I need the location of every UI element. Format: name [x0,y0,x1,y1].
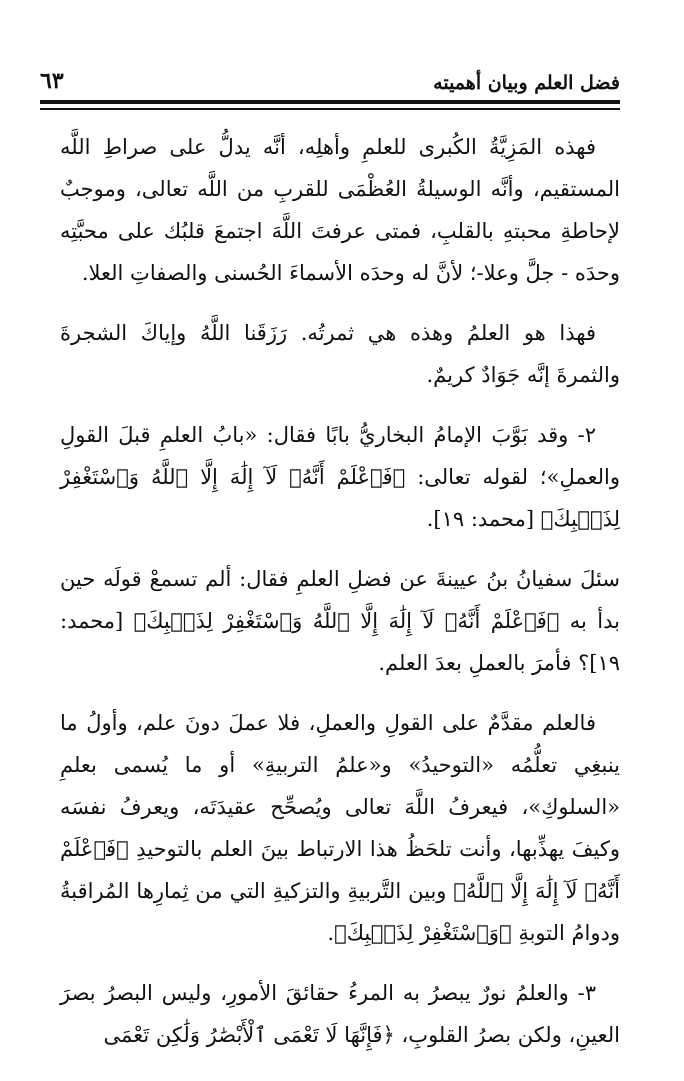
header-rule-thick [40,100,620,104]
paragraph: فالعلم مقدَّمٌ على القولِ والعملِ، فلا عملَ دونَ علم، وأولُ ما ينبغِي تعلُّمُه «التوحيدُ» و«علمُ التربيةِ» أو ما يُسمى بعلمِ «السلوكِ»، فيعرفُ اللَّهَ تعالى ويُصحِّح عقيدَتَه، ويعرفُ نفسَه وكيفَ يهذِّبها، وأنت تلحَظُ هذا الارتباط بينَ العلم بالتوحيدِ ﴿فَٱعْلَمْ أَنَّهُۥ لَآ إِلَٰهَ إِلَّا ٱللَّهُ﴾ وبين التَّربيةِ والتزكيةِ التي من ثِمارِها المُراقبةُ ودوامُ التوبةِ ﴿وَٱسْتَغْفِرْ لِذَنۢبِكَ﴾. [60,711,620,945]
body-text [60,126,620,1074]
paragraph: فهذا هو العلمُ وهذه هي ثمرتُه. رَزَقَنا اللَّهُ وإياكَ الشجرةَ والثمرةَ إنَّه جَوَادٌ كريمٌ. [60,321,620,387]
page-number: ٦٣ [40,68,64,94]
paragraph: سئلَ سفيانُ بنُ عيينةَ عن فضلِ العلمِ فقال: ألم تسمعْ قولَه حين بدأ به ﴿فَٱعْلَمْ أَنَّهُۥ لَآ إِلَٰهَ إِلَّا ٱللَّهُ وَٱسْتَغْفِرْ لِذَنۢبِكَ﴾ [محمد: ١٩]؟ فأمرَ بالعملِ بعدَ العلم. [60,567,620,675]
running-title: فضل العلم وبيان أهميته [433,72,620,94]
paragraph: فهذه المَزِيَّةُ الكُبرى للعلمِ وأهلِه، أنَّه يدلُّ على صراطِ اللَّه المستقيم، وأنَّه الوسيلةُ العُظْمَى للقربِ من اللَّه تعالى، وموجبٌ لإحاطةِ محبتهِ بالقلبِ، فمتى عرفتَ اللَّهَ اجتمعَ قلبُك على محبَّتِه وحدَه - جلَّ وعلا-؛ لأنَّ له وحدَه الأسماءَ الحُسنى والصفاتِ العلا. [60,135,620,285]
paragraph: ٢- وقد بَوَّبَ الإمامُ البخاريُّ بابًا فقال: «بابُ العلمِ قبلَ القولِ والعملِ»؛ لقوله تعالى: ﴿فَٱعْلَمْ أَنَّهُۥ لَآ إِلَٰهَ إِلَّا ٱللَّهُ وَٱسْتَغْفِرْ لِذَنۢبِكَ﴾ [محمد: ١٩]. [60,423,620,531]
page-header [40,54,620,94]
paragraph: ٣- والعلمُ نورٌ يبصرُ به المرءُ حقائقَ الأمورِ، وليس البصرُ بصرَ العينِ، ولكن بصرُ القلوبِ، ﴿فَإِنَّهَا لَا تَعْمَى ٱلْأَبْصَٰرُ وَلَٰكِن تَعْمَى [60,981,620,1047]
header-rule-thin [40,108,620,110]
